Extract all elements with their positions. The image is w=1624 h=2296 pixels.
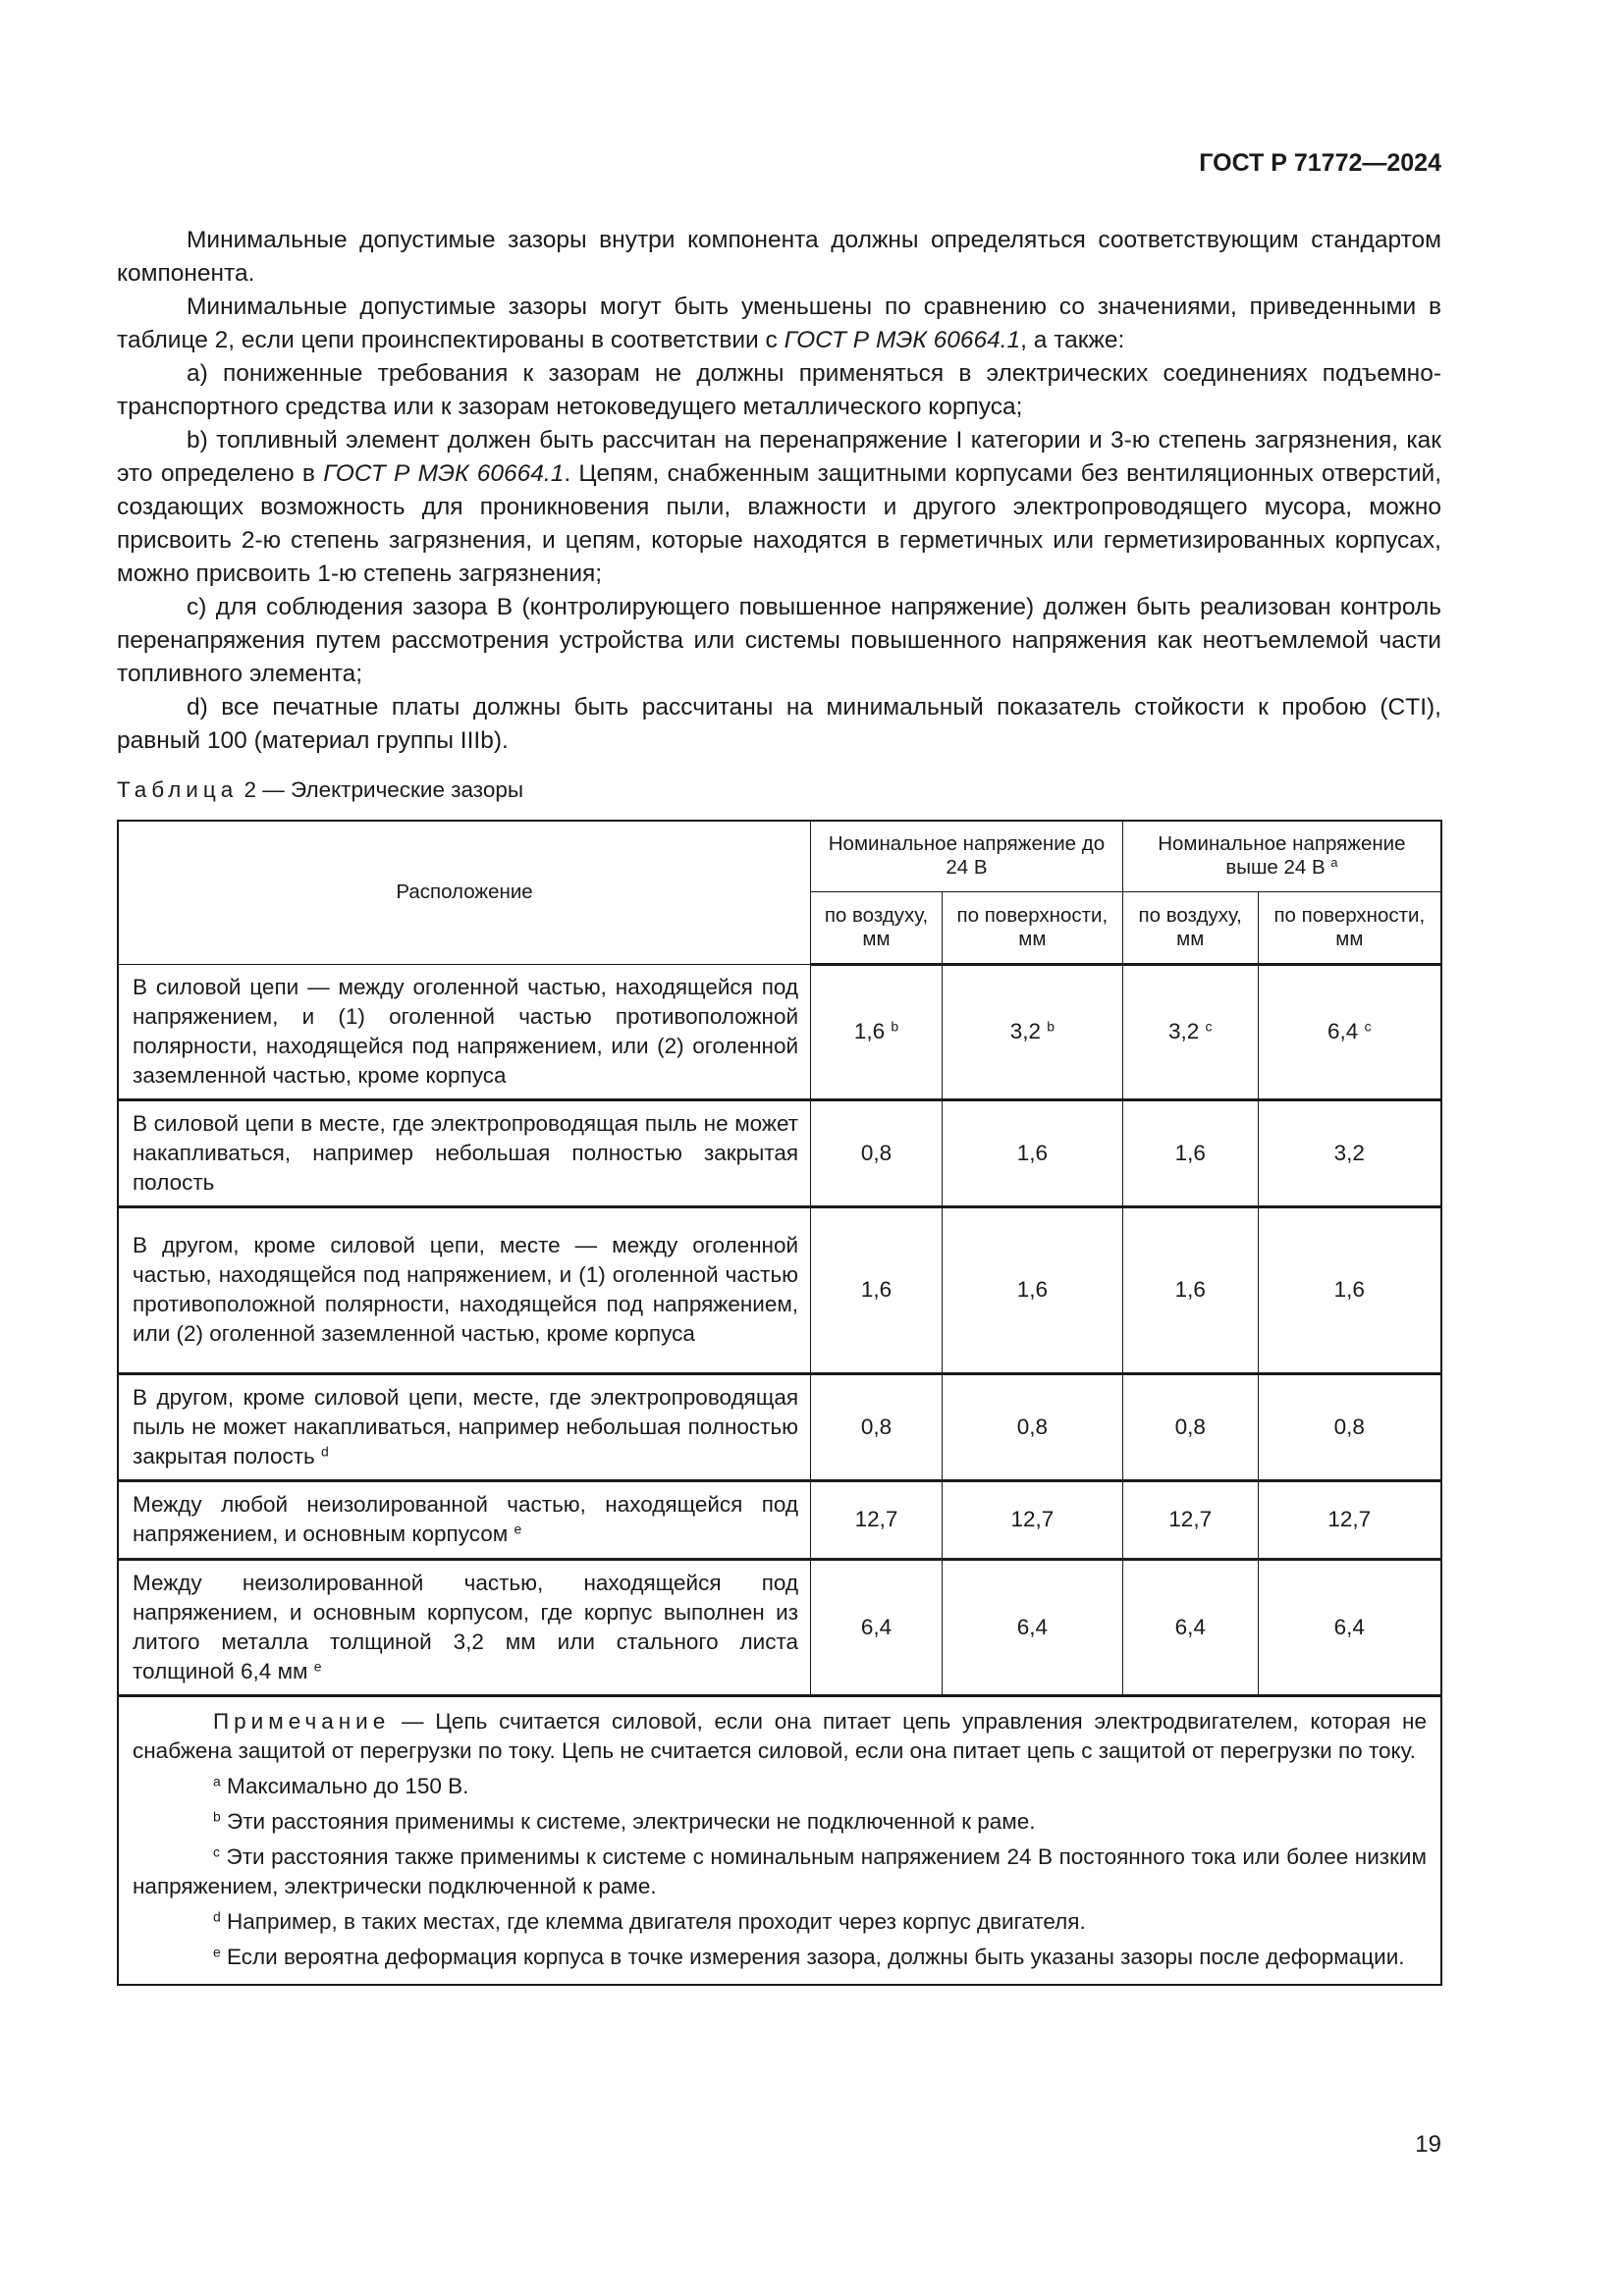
cell-value: 0,8 bbox=[1122, 1373, 1258, 1480]
footnote: $^a$ Максимально до 150 В. bbox=[213, 1772, 469, 1798]
header-location: Расположение bbox=[118, 821, 811, 964]
list-item: c) для соблюдения зазора В (контролирующего повышенное напряжение) должен быть реализован контроль перенапряжения путем рассмотрения устройства или системы повышенного напряжения как неотъемлемой части топливного элемента; bbox=[117, 594, 1441, 687]
cell-value: 1,6 bbox=[811, 1206, 943, 1373]
table-row bbox=[118, 964, 1441, 1099]
footnote: $^b$ Эти расстояния применимы к системе, электрически не подключенной к раме. bbox=[213, 1807, 1036, 1834]
cell-value: 1,6 $^b$ bbox=[811, 964, 943, 1099]
cell-value: 3,2 $^c$ bbox=[1122, 964, 1258, 1099]
header-surface-2: по поверхности, мм bbox=[1258, 891, 1441, 964]
cell-value: 3,2 bbox=[1258, 1099, 1441, 1206]
standard-reference: ГОСТ Р МЭК 60664.1 bbox=[323, 460, 565, 487]
footnote: $^e$ Если вероятна деформация корпуса в точке измерения зазора, должны быть указаны зазоры после деформации. bbox=[213, 1943, 1405, 1969]
row-description: В силовой цепи — между оголенной частью, находящейся под напряжением, и (1) оголенной частью противоположной полярности, находящейся под напряжением, или (2) оголенной заземленной частью, кроме корпуса bbox=[118, 964, 811, 1099]
table-row bbox=[118, 1559, 1441, 1695]
list-item: a) пониженные требования к зазорам не должны применяться в электрических соединениях подъемно-транспортного средства или к зазорам нетоковедущего металлического корпуса; bbox=[117, 360, 1441, 420]
table-caption-label: Таблица bbox=[117, 777, 239, 802]
table-caption-text: 2 — Электрические зазоры bbox=[244, 777, 524, 802]
cell-value: 6,4 bbox=[1122, 1559, 1258, 1695]
cell-value: 6,4 $^c$ bbox=[1258, 964, 1441, 1099]
cell-value: 1,6 bbox=[1122, 1099, 1258, 1206]
paragraph: Минимальные допустимые зазоры внутри компонента должны определяться соответствующим стандартом компонента. bbox=[117, 227, 1441, 287]
row-description: В силовой цепи в месте, где электропроводящая пыль не может накапливаться, например небольшая полностью закрытая полость bbox=[118, 1099, 811, 1206]
cell-value: 3,2 $^b$ bbox=[942, 964, 1122, 1099]
footnote: $^d$ Например, в таких местах, где клемма двигателя проходит через корпус двигателя. bbox=[213, 1907, 1086, 1934]
cell-value: 12,7 bbox=[942, 1480, 1122, 1559]
table-row bbox=[118, 1373, 1441, 1480]
cell-value: 1,6 bbox=[942, 1099, 1122, 1206]
header-group-up-to-24v: Номинальное напряжение до 24 В bbox=[811, 821, 1123, 891]
paragraph: Минимальные допустимые зазоры могут быть уменьшены по сравнению со значениями, приведенными в таблице 2, если цепи проинспектированы в соответствии с ГОСТ Р МЭК 60664.1, а также: bbox=[117, 294, 1441, 353]
row-description: В другом, кроме силовой цепи, месте — между оголенной частью, находящейся под напряжением, и (1) оголенной частью противоположной полярности, находящейся под напряжением, или (2) оголенной заземленной частью, кроме корпуса bbox=[118, 1206, 811, 1373]
cell-value: 12,7 bbox=[811, 1480, 943, 1559]
table-row bbox=[118, 1099, 1441, 1206]
cell-value: 0,8 bbox=[811, 1099, 943, 1206]
cell-value: 1,6 bbox=[1122, 1206, 1258, 1373]
row-description: Между неизолированной частью, находящейся под напряжением, и основным корпусом, где корпус выполнен из литого металла толщиной 3,2 мм или стального листа толщиной 6,4 мм $^e$ bbox=[118, 1559, 811, 1695]
list-item: b) топливный элемент должен быть рассчитан на перенапряжение I категории и 3-ю степень загрязнения, как это определено в ГОСТ Р МЭК 60664.1. Цепям, снабженным защитными корпусами без вентиляционных отверстий, создающих возможность для проникновения пыли, влажности и другого электропроводящего мусора, можно присвоить 2-ю степень загрязнения, и цепям, которые находятся в герметичных или герметизированных корпусах, можно присвоить 1-ю степень загрязнения; bbox=[117, 427, 1441, 587]
table-note: Примечание — Цепь считается силовой, если она питает цепь управления электродвигателем, которая не снабжена защитой от перегрузки по току. Цепь не считается силовой, если она питает цепь с защитой от перегрузки по току. bbox=[133, 1708, 1427, 1763]
list-item: d) все печатные платы должны быть рассчитаны на минимальный показатель стойкости к пробою (CTI), равный 100 (материал группы IIIb). bbox=[117, 694, 1441, 754]
table-caption bbox=[117, 777, 523, 803]
cell-value: 6,4 bbox=[942, 1559, 1122, 1695]
cell-value: 0,8 bbox=[1258, 1373, 1441, 1480]
header-surface-1: по поверхности, мм bbox=[942, 891, 1122, 964]
cell-value: 6,4 bbox=[1258, 1559, 1441, 1695]
cell-value: 6,4 bbox=[811, 1559, 943, 1695]
cell-value: 0,8 bbox=[811, 1373, 943, 1480]
header-air-2: по воздуху, мм bbox=[1122, 891, 1258, 964]
table-notes bbox=[118, 1695, 1441, 1985]
cell-value: 12,7 bbox=[1258, 1480, 1441, 1559]
header-group-above-24v: Номинальное напряжение выше 24 В $^a$ bbox=[1122, 821, 1441, 891]
body-text bbox=[117, 224, 1441, 758]
header-air-1: по воздуху, мм bbox=[811, 891, 943, 964]
standard-reference: ГОСТ Р МЭК 60664.1 bbox=[784, 327, 1021, 353]
cell-value: 1,6 bbox=[942, 1206, 1122, 1373]
clearance-table bbox=[117, 820, 1442, 1986]
cell-value: 1,6 bbox=[1258, 1206, 1441, 1373]
cell-value: 12,7 bbox=[1122, 1480, 1258, 1559]
table-row bbox=[118, 1206, 1441, 1373]
document-header: ГОСТ Р 71772—2024 bbox=[1199, 149, 1441, 177]
note-label: Примечание bbox=[213, 1708, 391, 1734]
page-number: 19 bbox=[1415, 2131, 1441, 2158]
footnote-mark: a bbox=[1330, 855, 1338, 871]
table-note-row bbox=[118, 1695, 1441, 1985]
row-description: Между любой неизолированной частью, находящейся под напряжением, и основным корпусом $^e$ bbox=[118, 1480, 811, 1559]
table-row bbox=[118, 1480, 1441, 1559]
footnote: $^c$ Эти расстояния также применимы к системе с номинальным напряжением 24 В постоянного тока или более низким напряжением, электрически подключенной к раме. bbox=[133, 1842, 1427, 1898]
cell-value: 0,8 bbox=[942, 1373, 1122, 1480]
row-description: В другом, кроме силовой цепи, месте, где электропроводящая пыль не может накапливаться, например небольшая полностью закрытая полость $^d$ bbox=[118, 1373, 811, 1480]
